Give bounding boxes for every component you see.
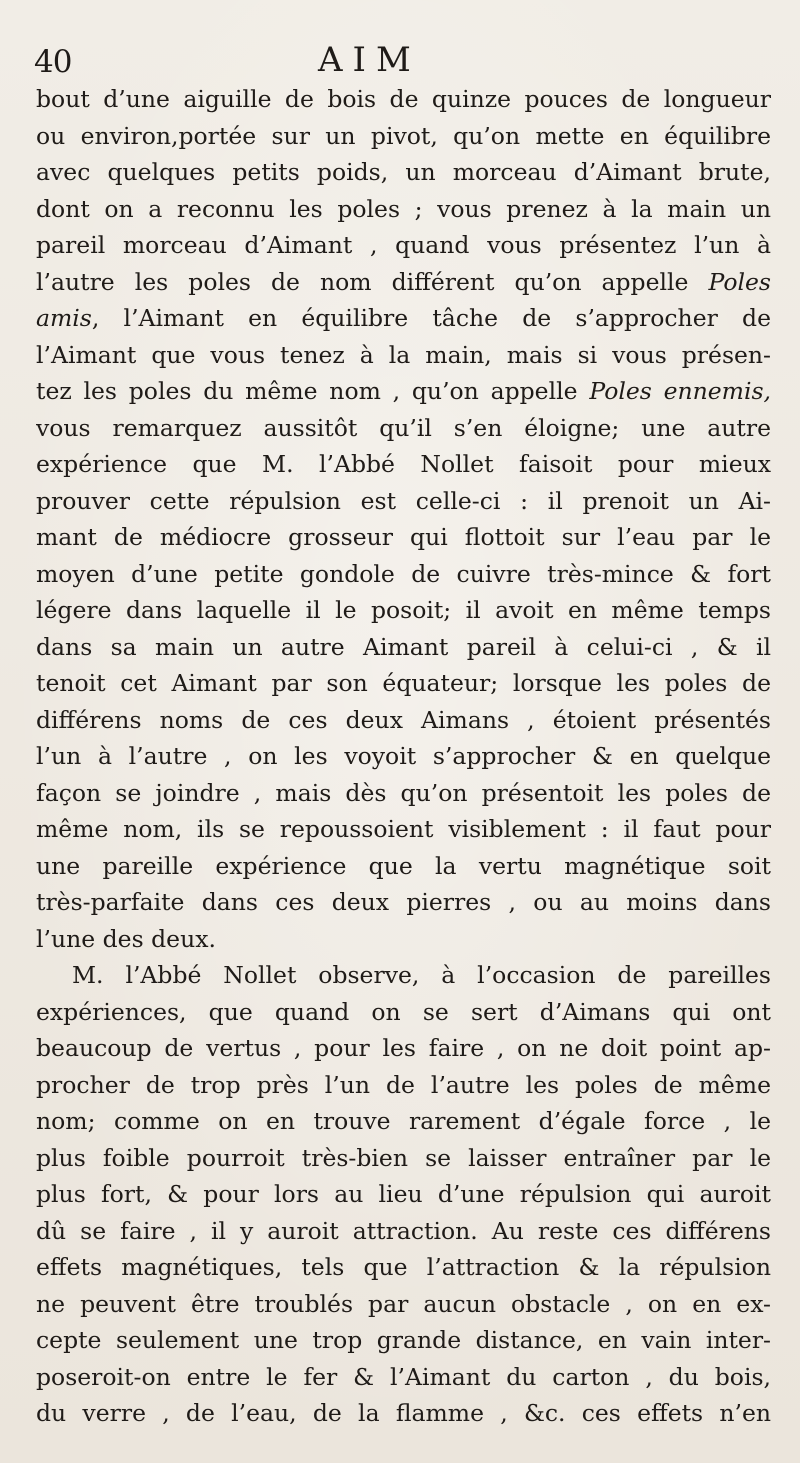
text-line: poseroit-on entre le fer & l’Aimant du carton , du bois, — [36, 1362, 771, 1391]
text-line: nom; comme on en trouve rarement d’égale force , le — [36, 1107, 771, 1135]
text-body — [36, 81, 771, 1432]
text-segment: l’autre les poles de nom différent qu’on appelle — [36, 267, 689, 296]
text-line: du verre , de l’eau, de la flamme , &c. ces effets n’en — [36, 1399, 771, 1427]
text-line: procher de trop près l’un de l’autre les poles de même — [36, 1070, 771, 1099]
text-segment: , l’Aimant en équilibre tâche de s’approcher de — [91, 304, 771, 332]
text-line — [36, 373, 771, 410]
text-line: dû se faire , il y auroit attraction. Au reste ces différens — [36, 1216, 771, 1245]
text-line: plus fort, & pour lors au lieu d’une répulsion qui auroit — [36, 1180, 771, 1208]
text-line: bout d’une aiguille de bois de quinze pouces de longueur — [36, 85, 771, 113]
text-line: moyen d’une petite gondole de cuivre très-mince & fort — [36, 559, 771, 588]
text-line: mant de médiocre grosseur qui flottoit sur l’eau par le — [36, 523, 771, 551]
text-line: prouver cette répulsion est celle-ci : il prenoit un Ai- — [36, 486, 771, 515]
text-line: l’un à l’autre , on les voyoit s’approcher & en quelque — [36, 742, 771, 770]
text-line: effets magnétiques, tels que l’attraction & la répulsion — [36, 1253, 771, 1281]
text-line: expérience que M. l’Abbé Nollet faisoit pour mieux — [36, 450, 771, 478]
text-line: différens noms de ces deux Aimans , étoient présentés — [36, 705, 771, 734]
text-line: avec quelques petits poids, un morceau d’Aimant brute, — [36, 158, 771, 186]
text-line: dont on a reconnu les poles ; vous prenez à la main un — [36, 194, 771, 223]
text-segment: tez les poles du même nom , qu’on appelle — [36, 377, 578, 405]
text-line: vous remarquez aussitôt qu’il s’en éloigne; une autre — [36, 413, 771, 442]
text-line: même nom, ils se repoussoient visiblement : il faut pour — [36, 815, 771, 843]
text-line: très-parfaite dans ces deux pierres , ou au moins dans — [36, 888, 771, 916]
text-line: M. l’Abbé Nollet observe, à l’occasion de pareilles — [72, 961, 771, 989]
text-line: cepte seulement une trop grande distance, en vain inter- — [36, 1326, 771, 1354]
italic-term: Poles — [708, 267, 771, 296]
text-line: ou environ,portée sur un pivot, qu’on mette en équilibre — [36, 121, 771, 150]
text-line: une pareille expérience que la vertu magnétique soit — [36, 851, 771, 880]
text-line: beaucoup de vertus , pour les faire , on ne doit point ap- — [36, 1034, 771, 1062]
text-line: plus foible pourroit très-bien se laisser entraîner par le — [36, 1143, 771, 1172]
running-head-word: AIM — [318, 40, 421, 80]
text-line: dans sa main un autre Aimant pareil à celui-ci , & il — [36, 632, 771, 661]
text-line — [36, 264, 771, 301]
text-line: pareil morceau d’Aimant , quand vous présentez l’un à — [36, 231, 771, 259]
text-line: tenoit cet Aimant par son équateur; lorsque les poles de — [36, 669, 771, 697]
text-line — [36, 300, 771, 337]
text-line: façon se joindre , mais dès qu’on présentoit les poles de — [36, 778, 771, 807]
text-line: l’une des deux. — [36, 924, 216, 953]
text-line: légere dans laquelle il le posoit; il avoit en même temps — [36, 596, 771, 624]
italic-term: amis — [36, 304, 92, 332]
italic-term: Poles ennemis, — [589, 377, 771, 405]
text-line: ne peuvent être troublés par aucun obstacle , on en ex- — [36, 1289, 771, 1318]
text-line: expériences, que quand on se sert d’Aimans qui ont — [36, 997, 771, 1026]
page-number: 40 — [34, 44, 72, 80]
text-line: l’Aimant que vous tenez à la main, mais si vous présen- — [36, 340, 771, 369]
